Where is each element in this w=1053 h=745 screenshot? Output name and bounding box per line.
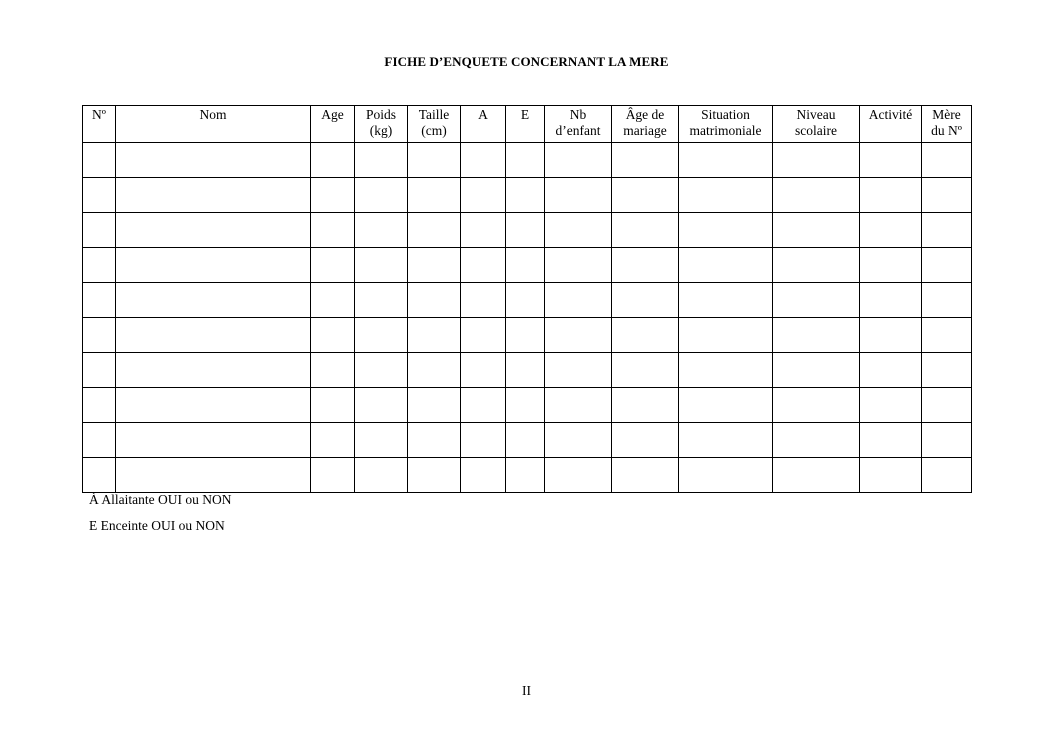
- table-cell[interactable]: [408, 248, 461, 283]
- table-cell[interactable]: [408, 353, 461, 388]
- table-cell[interactable]: [355, 318, 408, 353]
- table-cell[interactable]: [773, 143, 860, 178]
- table-cell[interactable]: [860, 388, 922, 423]
- table-cell[interactable]: [773, 283, 860, 318]
- table-cell[interactable]: [612, 248, 679, 283]
- table-cell[interactable]: [922, 423, 972, 458]
- column-header: [461, 106, 506, 143]
- table-cell[interactable]: [311, 423, 355, 458]
- table-cell[interactable]: [545, 458, 612, 493]
- table-cell[interactable]: [408, 178, 461, 213]
- table-cell[interactable]: [922, 353, 972, 388]
- table-cell[interactable]: [922, 248, 972, 283]
- column-header-line1: Nom: [199, 107, 227, 122]
- column-header: [116, 106, 311, 143]
- table-cell[interactable]: [408, 283, 461, 318]
- table-cell[interactable]: [83, 178, 116, 213]
- table-cell[interactable]: [612, 143, 679, 178]
- table-cell[interactable]: [311, 248, 355, 283]
- table-cell[interactable]: [860, 283, 922, 318]
- column-header-line1: Nb: [569, 107, 587, 122]
- table-cell[interactable]: [679, 248, 773, 283]
- table-cell[interactable]: [506, 283, 545, 318]
- table-cell[interactable]: [545, 143, 612, 178]
- table-cell[interactable]: [311, 318, 355, 353]
- table-cell[interactable]: [116, 318, 311, 353]
- table-cell[interactable]: [83, 353, 116, 388]
- table-row: [83, 283, 972, 318]
- table-cell[interactable]: [461, 213, 506, 248]
- column-header-line1: E: [520, 107, 530, 122]
- table-cell[interactable]: [773, 248, 860, 283]
- table-cell[interactable]: [461, 318, 506, 353]
- table-cell[interactable]: [860, 213, 922, 248]
- table-cell[interactable]: [506, 353, 545, 388]
- table-cell[interactable]: [922, 213, 972, 248]
- table-cell[interactable]: [116, 143, 311, 178]
- table-cell[interactable]: [355, 458, 408, 493]
- column-header-line2: du Nº: [931, 123, 962, 138]
- table-cell[interactable]: [922, 283, 972, 318]
- table-cell[interactable]: [408, 458, 461, 493]
- table-cell[interactable]: [679, 423, 773, 458]
- table-cell[interactable]: [612, 213, 679, 248]
- column-header: [83, 106, 116, 143]
- table-cell[interactable]: [612, 388, 679, 423]
- table-cell[interactable]: [922, 178, 972, 213]
- table-cell[interactable]: [545, 423, 612, 458]
- table-cell[interactable]: [83, 423, 116, 458]
- table-cell[interactable]: [355, 353, 408, 388]
- table-cell[interactable]: [461, 388, 506, 423]
- table-cell[interactable]: [612, 423, 679, 458]
- table-cell[interactable]: [311, 143, 355, 178]
- table-row: [83, 318, 972, 353]
- table-cell[interactable]: [612, 353, 679, 388]
- table-cell[interactable]: [116, 178, 311, 213]
- table-cell[interactable]: [922, 318, 972, 353]
- table-cell[interactable]: [311, 213, 355, 248]
- column-header: [612, 106, 679, 143]
- column-header-line2: matrimoniale: [689, 123, 762, 138]
- table-cell[interactable]: [461, 178, 506, 213]
- table-row: [83, 143, 972, 178]
- table-cell[interactable]: [773, 178, 860, 213]
- table-row: [83, 213, 972, 248]
- table-cell[interactable]: [545, 318, 612, 353]
- table-cell[interactable]: [408, 213, 461, 248]
- table-cell[interactable]: [612, 178, 679, 213]
- column-header-line2: (kg): [369, 123, 393, 138]
- table-cell[interactable]: [506, 423, 545, 458]
- table-cell[interactable]: [506, 213, 545, 248]
- table-cell[interactable]: [545, 283, 612, 318]
- page-number: II: [522, 683, 531, 698]
- table-cell[interactable]: [311, 353, 355, 388]
- table-cell[interactable]: [773, 423, 860, 458]
- table-row: [83, 423, 972, 458]
- table-cell[interactable]: [506, 318, 545, 353]
- column-header-line1: Age: [321, 107, 344, 122]
- table-row: [83, 353, 972, 388]
- column-header-line1: A: [478, 107, 488, 122]
- table-cell[interactable]: [461, 143, 506, 178]
- table-cell[interactable]: [116, 388, 311, 423]
- table-cell[interactable]: [860, 178, 922, 213]
- table-cell[interactable]: [116, 283, 311, 318]
- column-header: [860, 106, 922, 143]
- table-cell[interactable]: [461, 248, 506, 283]
- table-cell[interactable]: [408, 143, 461, 178]
- column-header: [355, 106, 408, 143]
- table-cell[interactable]: [773, 458, 860, 493]
- column-header: [506, 106, 545, 143]
- table-body: [83, 143, 972, 493]
- table-cell[interactable]: [506, 178, 545, 213]
- column-header-line1: Taille: [418, 107, 450, 122]
- column-header-line1: Nº: [92, 107, 106, 122]
- table-cell[interactable]: [311, 283, 355, 318]
- table-cell[interactable]: [408, 318, 461, 353]
- table-cell[interactable]: [679, 283, 773, 318]
- table-cell[interactable]: [83, 458, 116, 493]
- column-header: [773, 106, 860, 143]
- table-cell[interactable]: [461, 353, 506, 388]
- table-cell[interactable]: [116, 248, 311, 283]
- column-header-line2: scolaire: [795, 123, 837, 138]
- table-cell[interactable]: [506, 388, 545, 423]
- table-cell[interactable]: [461, 458, 506, 493]
- legend-enceinte: E Enceinte OUI ou NON: [89, 518, 225, 533]
- column-header-line1: Poids: [365, 107, 396, 122]
- table-cell[interactable]: [860, 318, 922, 353]
- table-cell[interactable]: [612, 458, 679, 493]
- table-cell[interactable]: [860, 143, 922, 178]
- column-header-line2: d’enfant: [555, 123, 601, 138]
- column-header-line2: (cm): [421, 123, 447, 138]
- table-cell[interactable]: [545, 248, 612, 283]
- page-title: FICHE D’ENQUETE CONCERNANT LA MERE: [384, 54, 669, 69]
- table-cell[interactable]: [311, 388, 355, 423]
- table-cell[interactable]: [116, 353, 311, 388]
- table-cell[interactable]: [773, 388, 860, 423]
- table-cell[interactable]: [679, 143, 773, 178]
- column-header: [679, 106, 773, 143]
- table-cell[interactable]: [355, 178, 408, 213]
- table-row: [83, 388, 972, 423]
- table-cell[interactable]: [355, 423, 408, 458]
- table-cell[interactable]: [461, 283, 506, 318]
- table-cell[interactable]: [545, 178, 612, 213]
- table-cell[interactable]: [679, 353, 773, 388]
- survey-table: [82, 105, 972, 493]
- column-header-line1: Mère: [932, 107, 961, 122]
- table-cell[interactable]: [860, 423, 922, 458]
- table-row: [83, 178, 972, 213]
- table-cell[interactable]: [408, 388, 461, 423]
- table-cell[interactable]: [461, 423, 506, 458]
- table-cell[interactable]: [679, 388, 773, 423]
- table-cell[interactable]: [506, 248, 545, 283]
- table-row: [83, 458, 972, 493]
- table-cell[interactable]: [860, 353, 922, 388]
- table-cell[interactable]: [83, 283, 116, 318]
- table-cell[interactable]: [679, 458, 773, 493]
- table-cell[interactable]: [612, 283, 679, 318]
- column-header: [408, 106, 461, 143]
- column-header-line1: Situation: [701, 107, 750, 122]
- column-header-line1: Activité: [868, 107, 913, 122]
- column-header-line2: mariage: [623, 123, 667, 138]
- table-cell[interactable]: [679, 213, 773, 248]
- table-cell[interactable]: [355, 388, 408, 423]
- table-cell[interactable]: [679, 178, 773, 213]
- table-cell[interactable]: [773, 318, 860, 353]
- table-cell[interactable]: [922, 458, 972, 493]
- table-cell[interactable]: [83, 318, 116, 353]
- table-cell[interactable]: [116, 423, 311, 458]
- table-cell[interactable]: [773, 213, 860, 248]
- table-cell[interactable]: [545, 388, 612, 423]
- legend-allaitante: À Allaitante OUI ou NON: [89, 492, 232, 507]
- table-cell[interactable]: [922, 143, 972, 178]
- column-header-line1: Niveau: [796, 107, 836, 122]
- table-cell[interactable]: [311, 458, 355, 493]
- column-header: [545, 106, 612, 143]
- table-cell[interactable]: [408, 423, 461, 458]
- table-cell[interactable]: [506, 458, 545, 493]
- table-cell[interactable]: [773, 353, 860, 388]
- table-cell[interactable]: [83, 213, 116, 248]
- table-cell[interactable]: [506, 143, 545, 178]
- column-header-line1: Âge de: [625, 107, 665, 122]
- table-cell[interactable]: [545, 213, 612, 248]
- table-cell[interactable]: [860, 458, 922, 493]
- table-cell[interactable]: [355, 213, 408, 248]
- table-cell[interactable]: [612, 318, 679, 353]
- table-cell[interactable]: [83, 248, 116, 283]
- header-row: [83, 106, 972, 143]
- table-cell[interactable]: [83, 388, 116, 423]
- column-header: [311, 106, 355, 143]
- table-cell[interactable]: [355, 283, 408, 318]
- table-cell[interactable]: [679, 318, 773, 353]
- table-cell[interactable]: [83, 143, 116, 178]
- table-cell[interactable]: [311, 178, 355, 213]
- table-cell[interactable]: [355, 143, 408, 178]
- table-cell[interactable]: [545, 353, 612, 388]
- table-cell[interactable]: [860, 248, 922, 283]
- table-cell[interactable]: [355, 248, 408, 283]
- column-header: [922, 106, 972, 143]
- table-cell[interactable]: [922, 388, 972, 423]
- table-cell[interactable]: [116, 213, 311, 248]
- table-row: [83, 248, 972, 283]
- table-cell[interactable]: [116, 458, 311, 493]
